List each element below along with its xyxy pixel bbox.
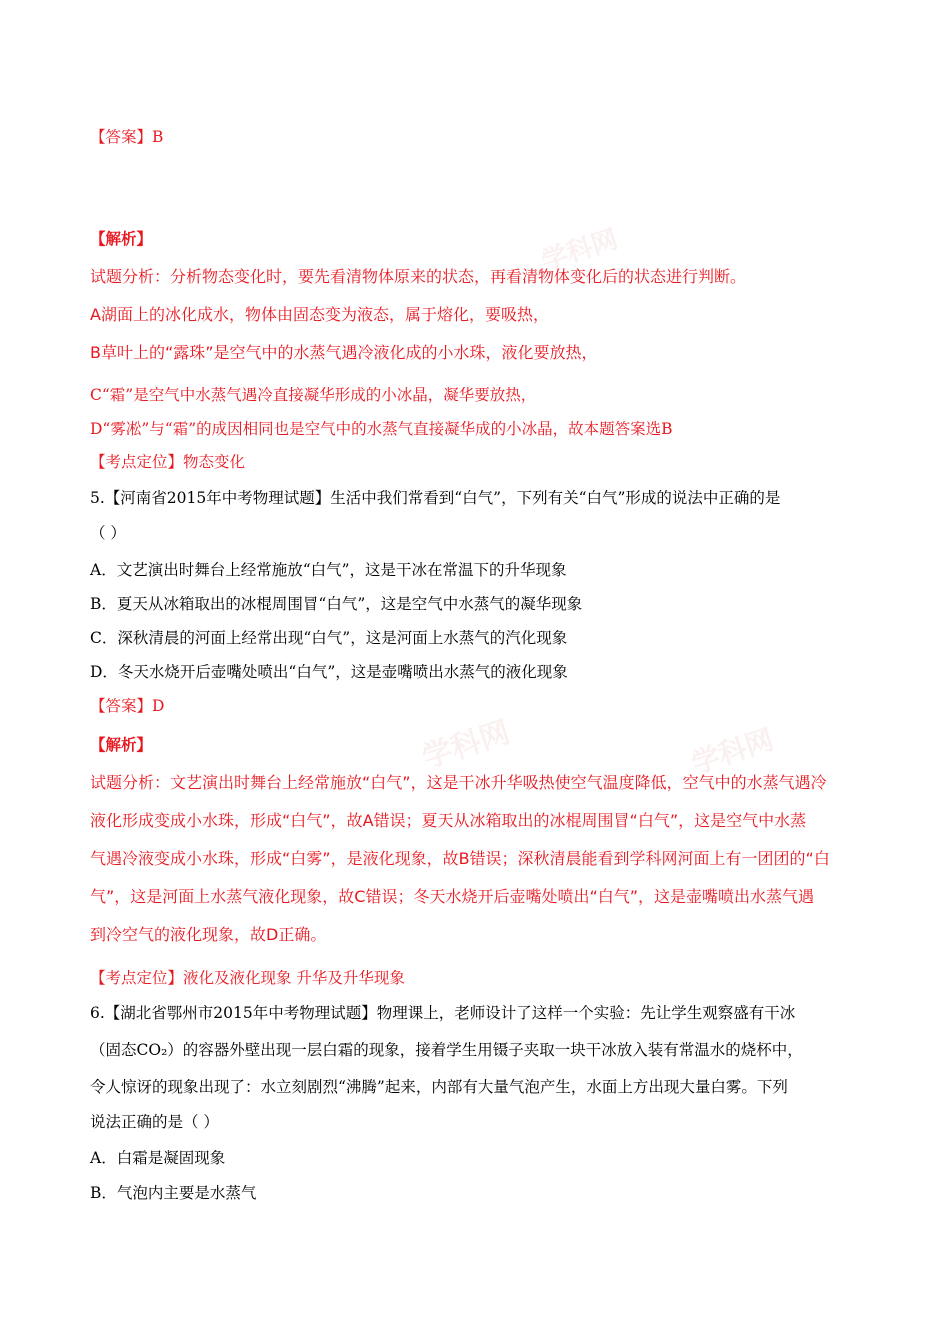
q4-analysis-line: B草叶上的“露珠”是空气中的水蒸气遇冷液化成的小水珠，液化要放热，	[90, 343, 598, 362]
q5-analysis-line: 液化形成变成小水珠，形成“白气”，故A错误；夏天从冰箱取出的冰棍周围冒“白气”，这是空气中水蒸	[90, 811, 807, 830]
q4-key-point: 【考点定位】物态变化	[90, 453, 246, 471]
q5-analysis-line: 气遇冷液变成小水珠，形成“白雾”，是液化现象，故B错误；深秋清晨能看到学科网河面上有一团团的“白	[90, 849, 830, 868]
q5-key-point: 【考点定位】液化及液化现象 升华及升华现象	[90, 969, 405, 987]
q4-answer: 【答案】B	[90, 128, 164, 146]
q5-option-c: C．深秋清晨的河面上经常出现“白气”，这是河面上水蒸气的汽化现象	[90, 629, 568, 647]
q6-stem: （固态CO₂）的容器外壁出现一层白霜的现象，接着学生用镊子夹取一块干冰放入装有常温水的烧杯中，	[90, 1041, 803, 1059]
watermark: 学科网	[538, 224, 622, 278]
q6-stem: 说法正确的是（ ）	[90, 1113, 219, 1131]
q6-option-b: B．气泡内主要是水蒸气	[90, 1184, 257, 1202]
q5-stem: （ ）	[90, 524, 126, 542]
q5-analysis-header: 【解析】	[90, 735, 153, 754]
q4-analysis-line: D“雾凇”与“霜”的成因相同也是空气中的水蒸气直接凝华成的小冰晶，故本题答案选B	[90, 420, 673, 438]
q6-option-a: A．白霜是凝固现象	[90, 1149, 226, 1167]
q4-analysis-line: A湖面上的冰化成水，物体由固态变为液态，属于熔化，要吸热，	[90, 305, 549, 324]
q6-stem: 令人惊讶的现象出现了：水立刻剧烈“沸腾”起来，内部有大量气泡产生，水面上方出现大量白雾。下列	[90, 1078, 788, 1096]
q4-analysis-line: C“霜”是空气中水蒸气遇冷直接凝华形成的小冰晶，凝华要放热，	[90, 386, 537, 404]
q4-analysis-header: 【解析】	[90, 229, 153, 248]
q5-option-b: B．夏天从冰箱取出的冰棍周围冒“白气”，这是空气中水蒸气的凝华现象	[90, 595, 583, 613]
q5-option-a: A．文艺演出时舞台上经常施放“白气”，这是干冰在常温下的升华现象	[90, 561, 567, 579]
watermark: 学科网	[687, 722, 778, 781]
watermark: 学科网	[417, 714, 515, 776]
q5-option-d: D．冬天水烧开后壶嘴处喷出“白气”，这是壶嘴喷出水蒸气的液化现象	[90, 663, 568, 681]
q4-analysis-line: 试题分析：分析物态变化时，要先看清物体原来的状态，再看清物体变化后的状态进行判断。	[90, 267, 747, 286]
q6-stem: 6.【湖北省鄂州市2015年中考物理试题】物理课上，老师设计了这样一个实验：先让学生观察盛有干冰	[90, 1004, 796, 1022]
q5-analysis-line: 气”，这是河面上水蒸气液化现象，故C错误；冬天水烧开后壶嘴处喷出“白气”，这是壶嘴喷出水蒸气遇	[90, 887, 815, 906]
q5-stem: 5.【河南省2015年中考物理试题】生活中我们常看到“白气”，下列有关“白气”形成的说法中正确的是	[90, 489, 781, 507]
q5-analysis-line: 到冷空气的液化现象，故D正确。	[90, 925, 327, 944]
q5-answer: 【答案】D	[90, 697, 165, 715]
q5-analysis-line: 试题分析：文艺演出时舞台上经常施放“白气”，这是干冰升华吸热使空气温度降低，空气中的水蒸气遇冷	[90, 773, 827, 792]
